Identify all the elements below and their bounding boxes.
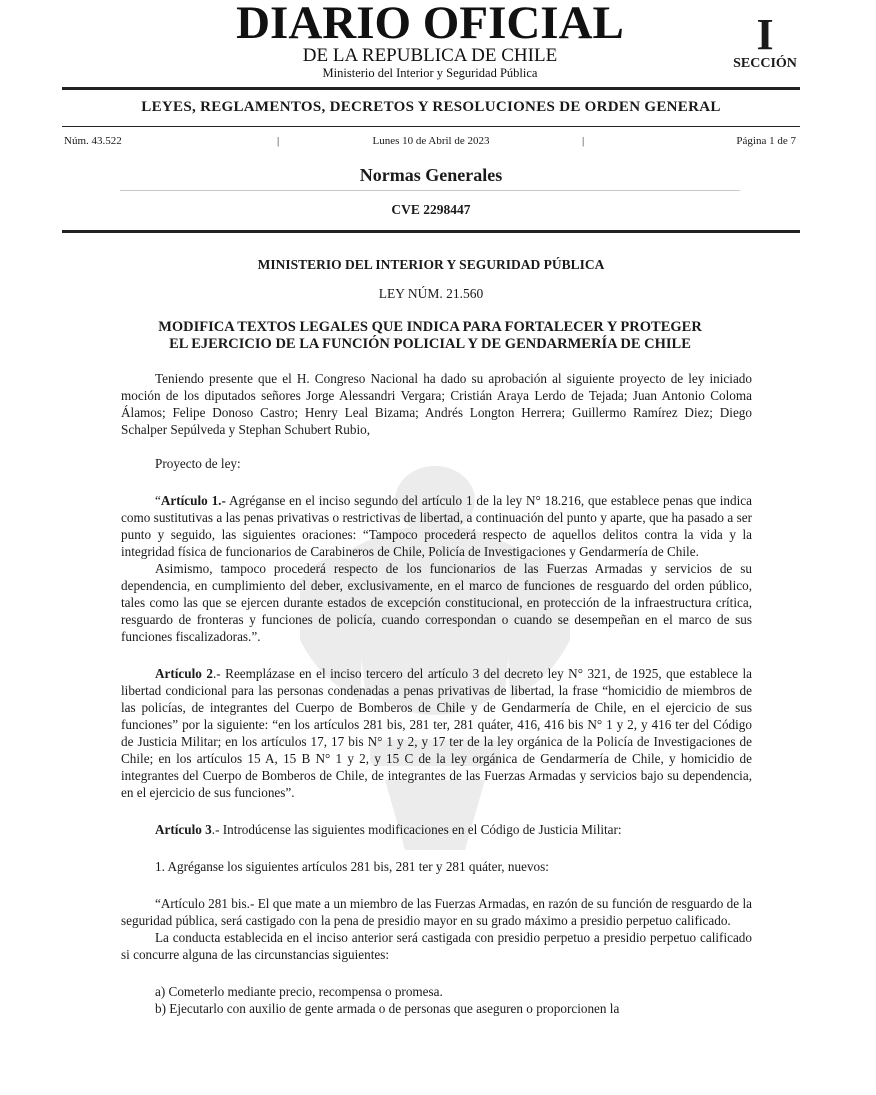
law-number: LEY NÚM. 21.560 (378, 286, 484, 301)
article-1-paragraph (121, 492, 752, 560)
header-bottom-divider (62, 230, 800, 233)
article-3-label: Artículo 3 (155, 822, 212, 837)
issue-meta-row (62, 133, 800, 149)
masthead-divider (62, 87, 800, 90)
banner-divider (62, 126, 800, 127)
section-heading: Normas Generales (359, 165, 503, 185)
intro-paragraph: Teniendo presente que el H. Congreso Nacional ha dado su aprobación al siguiente proyecto de ley iniciado moción de los diputados señores Jorge Alessandri Vergara; Cristián Araya Lerdo de Tejada; Juan Antonio Coloma Álamos; Felipe Donoso Castro; Henry Leal Bizama; Andrés Longton Herrera; Guillermo Ramírez Diez; Diego Schalper Sepúlveda y Stephan Schubert Rubio, (121, 371, 752, 437)
quote-mark: “ (155, 493, 161, 508)
list-item: b) Ejecutarlo con auxilio de gente armada o de personas que aseguren o proporcionen la (155, 1001, 620, 1016)
article-1-second-paragraph: Asimismo, tampoco procederá respecto de los funcionarios de las Fuerzas Armadas y servicios de su dependencia, en cumplimiento del deber, exclusivamente, en el marco de funciones de resguardo del orden público, tales como las que se ejercen durante estados de excepción constitucional, en protección de la infraestructura crítica, resguardo de fronteras y funciones de policía, cuando correspondan o cuando se desempeñan en el marco de sus funciones fiscalizadoras.”. (121, 561, 752, 644)
section-banner: LEYES, REGLAMENTOS, DECRETOS Y RESOLUCIONES DE ORDEN GENERAL (141, 99, 721, 115)
article-2-label: Artículo 2 (155, 666, 213, 681)
cve-code: CVE 2298447 (391, 202, 471, 217)
article-281-bis-second-paragraph: La conducta establecida en el inciso anterior será castigada con presidio perpetuo a presidio perpetuo calificado si concurre alguna de las circunstancias siguientes: (121, 930, 752, 962)
newspaper-ministry-line: Ministerio del Interior y Seguridad Pública (322, 66, 538, 80)
newspaper-subtitle: DE LA REPUBLICA DE CHILE (302, 45, 558, 66)
law-title (100, 319, 760, 353)
page-indicator: Página 1 de 7 (736, 135, 796, 147)
proyecto-label: Proyecto de ley: (155, 456, 241, 471)
section-label: SECCIÓN (733, 56, 797, 71)
masthead (0, 0, 876, 90)
heading-divider (120, 190, 740, 191)
article-3-text: .- Introdúcense las siguientes modificaciones en el Código de Justicia Militar: (211, 822, 622, 837)
meta-separator: | (582, 135, 585, 147)
issue-date: Lunes 10 de Abril de 2023 (372, 135, 490, 147)
article-1-label: Artículo 1.- (160, 493, 226, 508)
issuing-ministry: MINISTERIO DEL INTERIOR Y SEGURIDAD PÚBLICA (257, 257, 605, 272)
section-number: I (756, 10, 774, 59)
article-3-paragraph (121, 821, 752, 838)
list-item: a) Cometerlo mediante precio, recompensa o promesa. (155, 984, 443, 999)
numbered-item-1: 1. Agréganse los siguientes artículos 281 bis, 281 ter y 281 quáter, nuevos: (155, 859, 549, 874)
article-2-paragraph (121, 665, 752, 801)
article-2-text: .- Reemplázase en el inciso tercero del artículo 3 del decreto ley N° 321, de 1925, que establece la libertad condicional para las personas condenadas a penas privativas de libertad, la frase “homicidio de miembros de las policías, de integrantes del Cuerpo de Bomberos de Chile y de Gendarmería de Chile, en el ejercicio de sus funciones” por la siguiente: “en los artículos 281 bis, 281 ter, 281 quáter, 416, 416 bis N° 1 y 2, y 416 ter del Código de Justicia Militar; en los artículos 17, 17 bis N° 1 y 2, y 17 ter de la ley orgánica de la Policía de Investigaciones de Chile; en los artículos 15 A, 15 B N° 1 y 2, y 15 C de la ley orgánica de Gendarmería de Chile, y homicidio de integrantes del Cuerpo de Bomberos de Chile, de integrantes de las Fuerzas Armadas y servicios bajo su dependencia, en el ejercicio de sus funciones”. (121, 666, 752, 800)
article-281-bis-paragraph: “Artículo 281 bis.- El que mate a un miembro de las Fuerzas Armadas, en razón de su función de resguardo de la seguridad pública, será castigado con la pena de presidio mayor en su grado máximo a presidio perpetuo calificado. (121, 896, 752, 928)
meta-separator: | (277, 135, 280, 147)
law-title-line: MODIFICA TEXTOS LEGALES QUE INDICA PARA FORTALECER Y PROTEGER (158, 319, 702, 335)
issue-number: Núm. 43.522 (64, 135, 122, 147)
newspaper-title: DIARIO OFICIAL (236, 0, 624, 49)
law-title-line: EL EJERCICIO DE LA FUNCIÓN POLICIAL Y DE GENDARMERÍA DE CHILE (169, 336, 691, 352)
law-body (121, 370, 752, 1017)
article-1-text: Agréganse en el inciso segundo del artículo 1 de la ley N° 18.216, que establece penas que indica como sustitutivas a las penas privativas o restrictivas de libertad, a continuación del punto y aparte, que ha pasado a ser punto y seguido, las siguientes oraciones: “Tampoco procederá respecto de aquellos delitos contra la vida y la integridad física de funcionarios de Carabineros de Chile, Policía de Investigaciones y Gendarmería de Chile. (121, 493, 752, 559)
